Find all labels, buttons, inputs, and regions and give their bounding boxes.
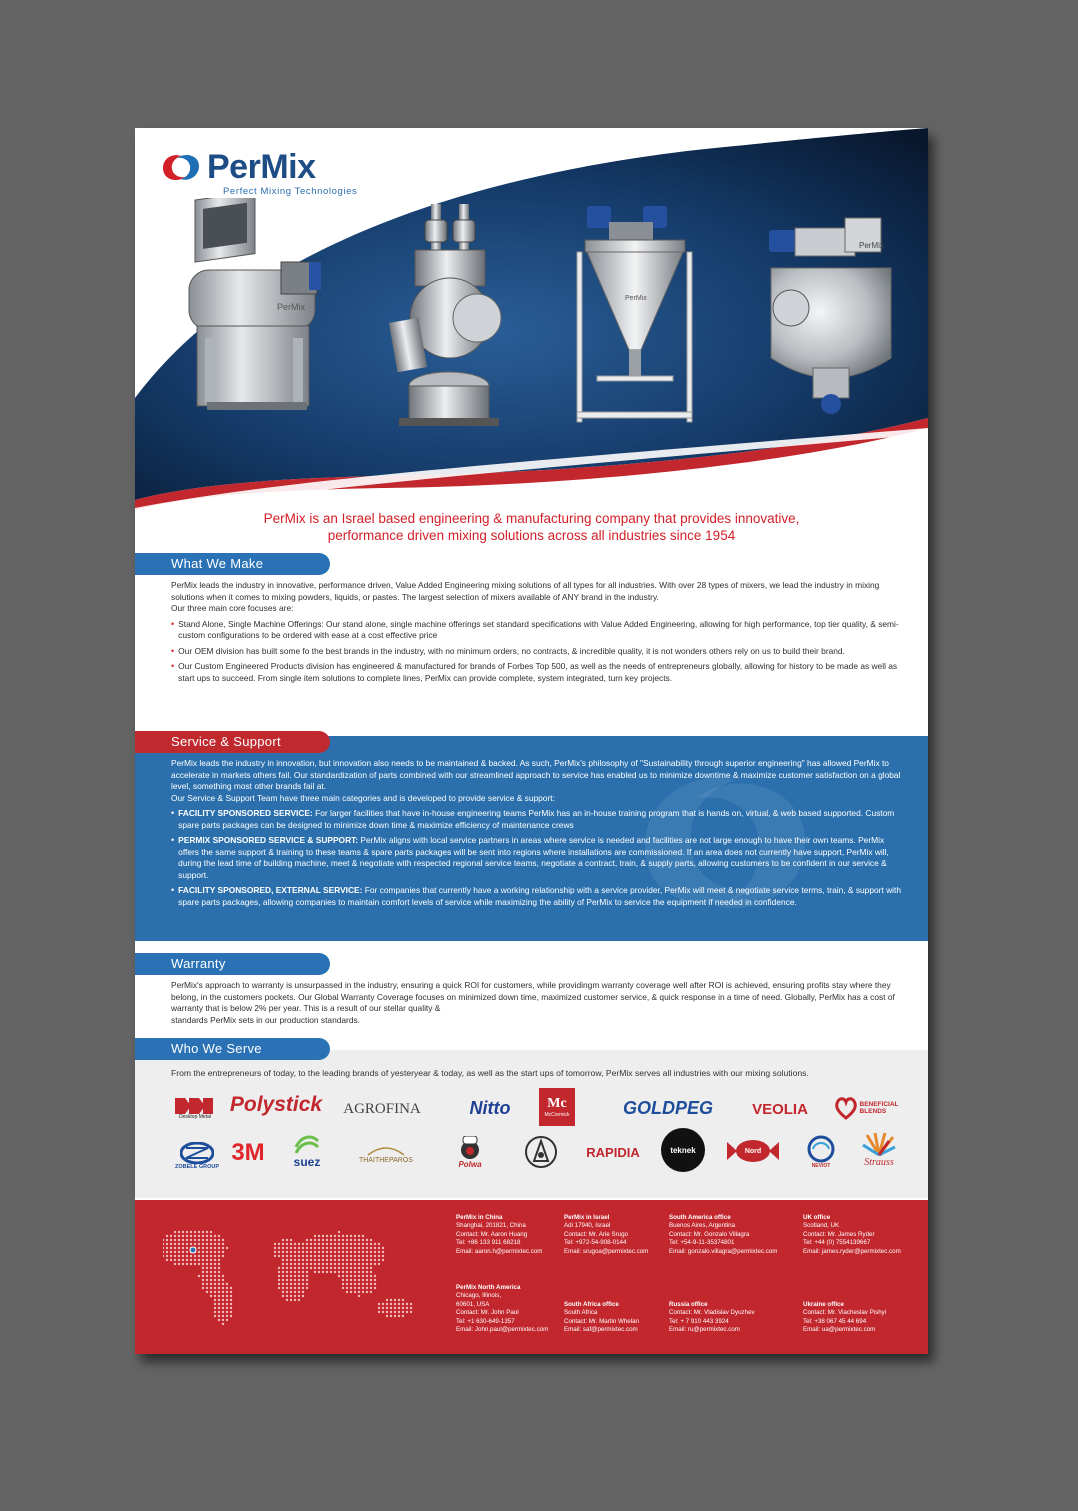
office-israel (564, 1214, 648, 1256)
bullet-dot: • (171, 885, 175, 895)
office-line: Tel: +1 630-649-1357 (456, 1317, 515, 1325)
bullet-body: PerMix aligns with local service partners in areas where service is needed and facilities are not large enough to have their own teams. PerMix offers the same support & training to these teams & spare parts packages will be sent into regions where installations are commissioned. If an area does not currently have support, PerMix will, during the lead time of building machine, meet & negotiate with respected regional service teams, negotiate a contract, train, & supply parts, allowing customers to be confident in our service & support. (178, 835, 889, 880)
brand-label: ZOBELE GROUP (174, 1164, 219, 1170)
what-we-make-bullet (171, 619, 901, 642)
brand-goldpeg-logo: GOLDPEG (622, 1097, 713, 1118)
office-line: 60601, USA (456, 1300, 490, 1308)
office-north-america (456, 1284, 548, 1334)
office-uk (803, 1214, 901, 1256)
bullet-text (178, 835, 901, 881)
flyer-page (135, 128, 928, 1354)
office-line: Buenos Aires, Argentina (669, 1222, 736, 1230)
brand-label: THAITHEPAROS (359, 1156, 413, 1164)
brand-label: Strauss (864, 1156, 894, 1168)
brand-label: suez (293, 1155, 321, 1169)
office-title: Ukraine office (803, 1301, 844, 1308)
brand-veolia-logo: VEOLIA (752, 1100, 808, 1118)
permix-logo-wordmark (207, 148, 316, 187)
warranty-body (171, 980, 901, 1026)
what-we-make-body (171, 580, 901, 688)
bullet-dot: • (171, 661, 175, 671)
brand-strauss-logo (849, 1126, 909, 1172)
svg-text:PerMix: PerMix (859, 241, 884, 250)
office-line: Tel: +38 067 45 44 694 (803, 1317, 867, 1325)
office-line: Email: gonzalo.villagra@permixtec.com (669, 1247, 778, 1255)
office-line: Tel: +972-54-908-0144 (564, 1239, 627, 1247)
svg-text:PerMix: PerMix (625, 295, 647, 302)
brand-label: Desktop Metal (179, 1114, 211, 1120)
brand-label: Nord (744, 1147, 762, 1155)
office-line: Scotland, UK (803, 1222, 840, 1230)
office-line: Tel: +54-9-11-35374801 (669, 1239, 735, 1247)
office-china (456, 1214, 542, 1256)
logo-word-per: Per (207, 148, 261, 186)
brand-label: NEVIOT (811, 1163, 831, 1169)
brand-neviot-logo (801, 1130, 841, 1174)
intro-line-2: performance driven mixing solutions across all industries since 1954 (327, 528, 736, 543)
bullet-head: FACILITY SPONSORED SERVICE: (178, 808, 313, 818)
office-title: PerMix North America (456, 1284, 521, 1291)
bullet-dot: • (171, 808, 175, 818)
brand-nord-logo (725, 1136, 781, 1166)
section-tab-warranty: Warranty (135, 953, 330, 975)
brand-rapidia-logo: RAPIDIA (586, 1144, 640, 1160)
bullet-dot: • (171, 618, 175, 629)
intro-statement (175, 510, 888, 544)
section-tab-what-we-make: What We Make (135, 553, 330, 575)
brand-label: Polwa (458, 1159, 482, 1169)
office-line: Tel: +44 (0) 7554139667 (803, 1239, 871, 1247)
bullet-dot: • (171, 835, 175, 845)
brand-nitto-logo: Nitto (469, 1097, 511, 1118)
vacuum-mixer-image (379, 200, 519, 430)
what-we-make-bullet (171, 661, 901, 684)
brand-agrofina-logo: AGROFINA (343, 1100, 421, 1117)
bullet-text: Our Custom Engineered Products division has engineered & manufactured for brands of Forbes Top 500, as well as the needs of entrepreneurs globally, allowing for history to be made as well as start ups to succeed. From single item solutions to complete lines, PerMix can provide complete, system integrated, turn key projects. (178, 661, 898, 683)
neviot-swirl-icon (807, 1135, 835, 1163)
mccormick-mark-icon: Mc (547, 1096, 567, 1111)
office-line: Tel: +86 133 911 68218 (456, 1239, 521, 1247)
office-line: Email: srugoa@permixtec.com (564, 1247, 649, 1255)
service-bullet (171, 835, 901, 881)
service-para-1: PerMix leads the industry in innovation, but innovation also needs to be maintained & backed. As such, PerMix's philosophy of "Sustainability through superior engineering" has allowed PerMix to accelerate in markets others fail. Our standardization of parts combined with our streamlined approach to service has enabled us to minimize downtime & maximize customer satisfaction on a global level, something most other brands fail at. (171, 758, 901, 791)
brand-suez-logo (285, 1130, 329, 1172)
office-title: Russia office (669, 1301, 708, 1308)
section-tab-who-we-serve: Who We Serve (135, 1038, 330, 1060)
office-title: South America office (669, 1214, 731, 1221)
conical-mixer-image (575, 200, 705, 430)
brand-polwa-logo (441, 1132, 499, 1172)
polwa-chef-icon (455, 1136, 485, 1160)
office-south-africa (564, 1301, 639, 1335)
office-line: Contact: Mr. Aaron Huang (456, 1230, 528, 1238)
ribbon-blender-image (181, 198, 331, 428)
office-line: Contact: Mr. Viacheslav Pishyi (803, 1309, 887, 1317)
office-ukraine (803, 1301, 886, 1335)
service-body (171, 758, 901, 912)
svg-text:PerMix: PerMix (277, 302, 306, 312)
desktop-metal-mark-icon (175, 1098, 215, 1114)
office-line: Email: james.ryder@permixtec.com (803, 1247, 901, 1255)
warranty-para-1: PerMix's approach to warranty is unsurpassed in the industry, ensuring a quick ROI for customers, while providingm warranty coverage well after ROI is achieved, ensuring profits stay where they belong, in the customers pockets. Our Global Warranty Coverage focuses on minimized down time, maximized customer service, & quick response in a time of need. Globally, PerMix has a cost of warranty that is below 2% per year. This is a result of our stellar quality & (171, 980, 895, 1013)
bullet-text (178, 808, 901, 831)
beneficial-blends-mark-icon (835, 1096, 857, 1120)
office-line: Email: saf@permixtec.com (564, 1326, 638, 1334)
permix-logo (157, 144, 397, 198)
strauss-burst-icon (861, 1131, 897, 1157)
circle-brand-mark-icon (524, 1135, 558, 1169)
brand-polystick-logo: Polystick (229, 1093, 323, 1116)
suez-mark-icon (294, 1133, 320, 1155)
bullet-body: For larger facilities that have in-house engineering teams PerMix has an in-house training program that is hands on, virtual, & web based supported. Custom spare parts packages can be designed to minimize down time & maximize efficiency of maintenance crews (178, 808, 895, 830)
office-line: Email: ru@permixtec.com (669, 1326, 740, 1334)
what-we-make-para-2: Our three main core focuses are: (171, 603, 294, 613)
what-we-make-bullet (171, 646, 901, 658)
world-map-icon (163, 1220, 433, 1340)
map-location-pin-icon (190, 1247, 196, 1253)
offices-footer (135, 1200, 928, 1354)
what-we-make-para-1: PerMix leads the industry in innovative, performance driven, Value Added Engineering mixing solutions of all types for all industries. With over 28 types of mixers, we lead the industry in mixing solutions when it comes to mixing powders, liquids, or pastes. The largest selection of mixers available of ANY brand in the industry. (171, 580, 880, 602)
office-line: Contact: Mr. Martin Whelan (564, 1317, 639, 1325)
office-line: Adi 17940, Israel (564, 1222, 611, 1230)
office-line: Email: John.paul@permixtec.com (456, 1326, 549, 1334)
zobele-mark-icon (180, 1142, 214, 1164)
office-line: Contact: Mr. Gonzalo Villagra (669, 1230, 750, 1238)
brand-desktop-metal-logo (171, 1094, 219, 1124)
brand-beneficial-blends-logo (831, 1092, 909, 1124)
office-title: PerMix in China (456, 1214, 503, 1221)
office-title: UK office (803, 1214, 831, 1221)
logo-tagline: Perfect Mixing Technologies (223, 186, 358, 197)
office-line: Shanghai, 201821, China (456, 1222, 526, 1230)
tank-mixer-image (751, 208, 911, 428)
thaitheparos-mark-icon (366, 1145, 406, 1157)
service-bullet (171, 808, 901, 831)
office-line: Chicago, Illinois, (456, 1292, 502, 1300)
hero-banner (135, 128, 928, 543)
service-bullet (171, 885, 901, 908)
brand-mccormick-logo (539, 1088, 575, 1126)
warranty-para-2: standards PerMix sets in our production standards. (171, 1014, 360, 1025)
bullet-text: Our OEM division has built some fo the best brands in the industry, with no minimum orders, no contracts, & incredible quality, it is not wonders others rely on us to build their brand. (178, 645, 845, 656)
bullet-body: For companies that currently have a working relationship with a service provider, PerMix will meet & negotiate service terms, train, & support with spare parts packages, allowing companies to maintain comfort levels of service while maximizing the ability of PerMix to service the equipment if needed in confidence. (178, 885, 901, 907)
office-line: Contact: Mr. Vladislav Dyuzhev (669, 1309, 755, 1317)
office-south-america (669, 1214, 777, 1256)
bullet-head: PERMIX SPONSORED SERVICE & SUPPORT: (178, 835, 359, 845)
brand-label: BENEFICIAL BLENDS (859, 1101, 899, 1115)
logo-word-mix: Mix (260, 148, 316, 186)
office-line: Contact: Mr. Arie Srugo (564, 1230, 628, 1238)
brand-circle-logo (521, 1132, 561, 1172)
brand-zobele-logo (171, 1136, 223, 1176)
section-tab-service-support: Service & Support (135, 731, 330, 753)
who-we-serve-intro: From the entrepreneurs of today, to the leading brands of yesteryear & today, as well as the start ups of tomorrow, PerMix serves all industries with our mixing solutions. (171, 1068, 809, 1078)
office-line: Contact: Mr. John Paul (456, 1309, 519, 1317)
office-line: Tel: + 7 910 443 3924 (669, 1317, 729, 1325)
bullet-text (178, 885, 901, 908)
intro-line-1: PerMix is an Israel based engineering & manufacturing company that provides innovative, (263, 511, 800, 526)
permix-logo-mark-icon (157, 150, 205, 186)
office-line: South Africa (564, 1309, 598, 1317)
office-line: Contact: Mr. James Ryder (803, 1230, 875, 1238)
brand-3m-logo: 3M (231, 1139, 265, 1166)
bullet-text: Stand Alone, Single Machine Offerings: Our stand alone, single machine offerings set standard specifications with Value Added Engineering, allowing for high performance, top tier quality, & semi-custom configurations to be ordered with ease at a cost effective price (178, 618, 899, 640)
brand-label: McCormick (544, 1112, 570, 1118)
service-para-2: Our Service & Support Team have three main categories and is developed to provide service & support: (171, 792, 555, 803)
brand-teknek-logo: teknek (661, 1128, 705, 1172)
bullet-head: FACILITY SPONSORED, EXTERNAL SERVICE: (178, 885, 363, 895)
office-line: Email: aaron.h@permixtec.com (456, 1247, 543, 1255)
office-russia (669, 1301, 755, 1335)
office-title: PerMix in Israel (564, 1214, 610, 1221)
bullet-dot: • (171, 645, 175, 656)
office-title: South Africa office (564, 1301, 619, 1308)
brand-thaitheparos-logo (349, 1140, 423, 1168)
office-line: Email: ua@permixtec.com (803, 1326, 876, 1334)
